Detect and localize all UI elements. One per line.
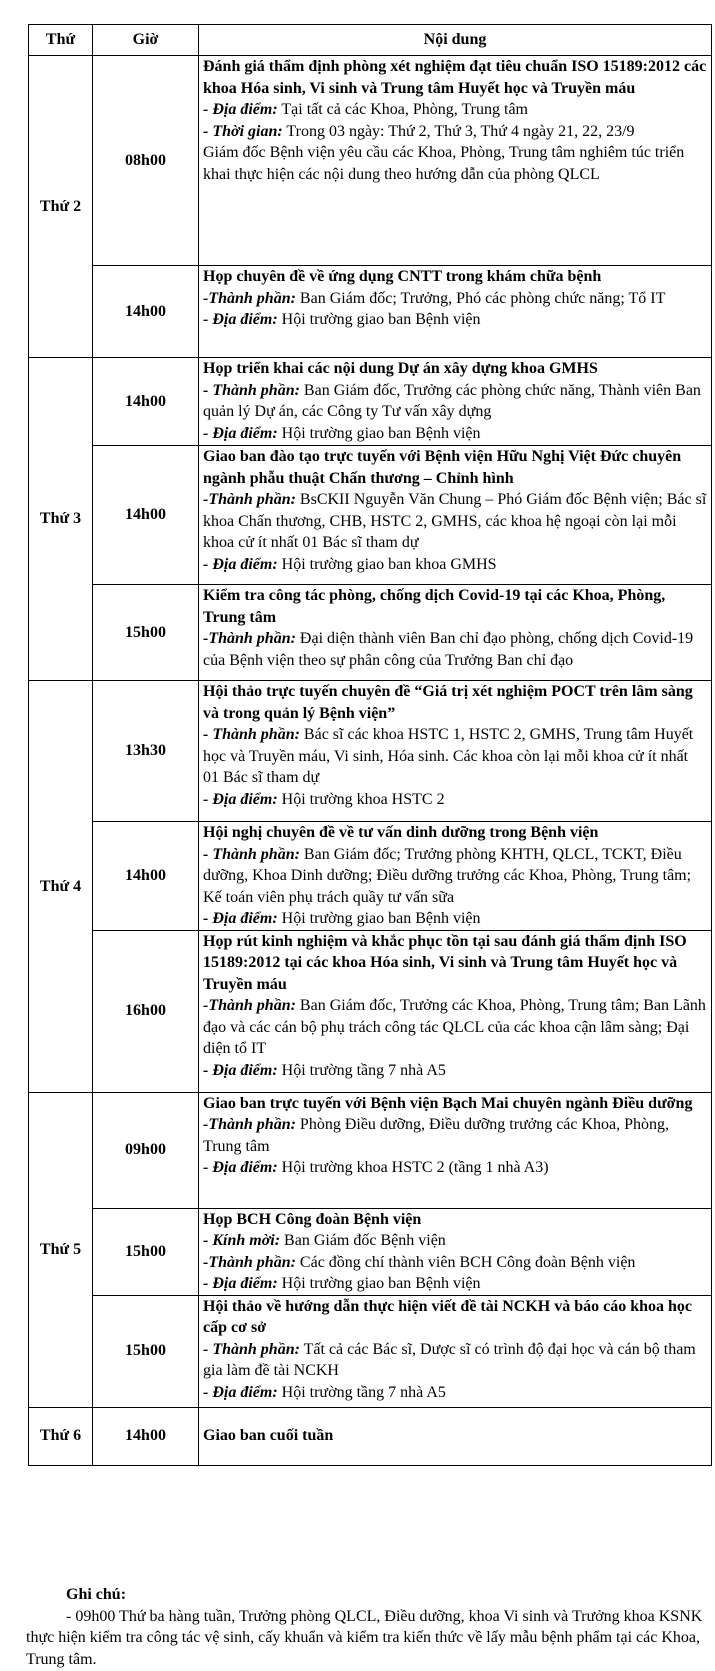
detail-label: - Địa điểm:: [203, 101, 278, 118]
event-detail-line: [203, 142, 707, 185]
event-detail-line: [203, 1382, 707, 1404]
event-title: Hội thảo về hướng dẫn thực hiện viết đề tài NCKH và báo cáo khoa học cấp cơ sở: [203, 1297, 692, 1336]
detail-text: Tại tất cả các Khoa, Phòng, Trung tâm: [277, 101, 528, 118]
event-content: [199, 681, 712, 822]
event-content: [199, 266, 712, 358]
detail-label: - Địa điểm:: [203, 424, 278, 442]
detail-text: Hội trường tầng 7 nhà A5: [277, 1383, 446, 1401]
detail-text: Ban Giám đốc Bệnh viện: [280, 1232, 446, 1249]
detail-label: -Thành phần:: [203, 1253, 296, 1271]
detail-label: - Thành phần:: [203, 1340, 300, 1358]
event-title: Đánh giá thẩm định phòng xét nghiệm đạt tiêu chuẩn ISO 15189:2012 các khoa Hóa sinh, Vi sinh và Trung tâm Huyết học và Truyền máu: [203, 58, 707, 97]
detail-text: Trong 03 ngày: Thứ 2, Thứ 3, Thứ 4 ngày 21, 22, 23/9: [282, 122, 635, 140]
detail-label: - Địa điểm:: [203, 311, 278, 328]
detail-label: - Địa điểm:: [203, 1383, 278, 1401]
event-time: 14h00: [93, 446, 199, 585]
schedule-row: [29, 1208, 712, 1295]
schedule-body: [29, 56, 712, 1466]
schedule-row: [29, 446, 712, 585]
event-content: [199, 1407, 712, 1465]
detail-text: Ban Giám đốc; Trưởng phòng KHTH, QLCL, TCKT, Điều dưỡng, Khoa Dinh dưỡng; Điều dưỡng trưởng các Khoa, Phòng, Trung tâm; Kế toán viên phụ trách quầy tư vấn sữa: [203, 845, 692, 906]
event-detail-line: [203, 380, 707, 423]
detail-label: - Thành phần:: [203, 845, 300, 863]
event-title: Họp triển khai các nội dung Dự án xây dựng khoa GMHS: [203, 360, 598, 377]
header-time: Giờ: [93, 25, 199, 56]
detail-label: - Địa điểm:: [203, 1275, 278, 1292]
event-content: [199, 1208, 712, 1295]
notes-section: [26, 1584, 706, 1670]
detail-label: -Thành phần:: [203, 289, 296, 307]
schedule-row: [29, 358, 712, 446]
event-detail-line: [203, 1252, 707, 1274]
event-content: [199, 1092, 712, 1208]
event-title: Hội thảo trực tuyến chuyên đề “Giá trị xét nghiệm POCT trên lâm sàng và trong quản lý Bệnh viện”: [203, 683, 693, 722]
detail-label: - Thành phần:: [203, 381, 300, 399]
detail-text: Hội trường giao ban Bệnh viện: [277, 424, 481, 442]
event-detail-line: [203, 628, 707, 671]
event-detail-line: [203, 288, 707, 310]
event-detail-line: [203, 309, 707, 331]
detail-text: Hội trường tầng 7 nhà A5: [277, 1061, 446, 1079]
event-time: 13h30: [93, 681, 199, 822]
event-content: [199, 930, 712, 1092]
detail-text: Ban Giám đốc; Trưởng, Phó các phòng chức năng; Tổ IT: [295, 289, 666, 307]
detail-text: Tất cả các Bác sĩ, Dược sĩ có trình độ đại học và cán bộ tham gia làm đề tài NCKH: [203, 1340, 696, 1379]
event-title: Giao ban cuối tuần: [203, 1427, 334, 1445]
detail-label: - Thời gian:: [203, 122, 283, 140]
detail-text: Hội trường giao ban khoa GMHS: [277, 555, 497, 573]
event-content: [199, 358, 712, 446]
detail-text: Hội trường giao ban Bệnh viện: [277, 910, 481, 927]
header-day: Thứ: [29, 25, 93, 56]
event-detail-line: [203, 423, 707, 445]
event-time: 14h00: [93, 822, 199, 931]
detail-label: - Địa điểm:: [203, 555, 278, 573]
detail-label: - Địa điểm:: [203, 1159, 278, 1176]
detail-label: - Kính mời:: [203, 1232, 281, 1249]
event-detail-line: [203, 489, 707, 554]
schedule-row: [29, 585, 712, 681]
event-title: Giao ban đào tạo trực tuyến với Bệnh viện Hữu Nghị Việt Đức chuyên ngành phẫu thuật Chấn thương – Chỉnh hình: [203, 448, 682, 487]
event-content: [199, 1295, 712, 1407]
header-content: Nội dung: [199, 25, 712, 56]
schedule-row: [29, 681, 712, 822]
detail-label: - Địa điểm:: [203, 1061, 278, 1079]
event-time: 14h00: [93, 358, 199, 446]
event-content: [199, 446, 712, 585]
event-detail-line: [203, 1157, 707, 1179]
schedule-row: [29, 1092, 712, 1208]
event-content: [199, 822, 712, 931]
event-detail-line: [203, 121, 707, 143]
event-content: [199, 56, 712, 266]
schedule-row: [29, 56, 712, 266]
event-detail-line: [203, 1114, 707, 1157]
event-title: Họp BCH Công đoàn Bệnh viện: [203, 1210, 422, 1228]
event-time: 14h00: [93, 1407, 199, 1465]
event-title: Họp rút kinh nghiệm và khắc phục tồn tại sau đánh giá thẩm định ISO 15189:2012 tại các khoa Hóa sinh, Vi sinh và Trung tâm Huyết học và Truyền máu: [203, 932, 687, 993]
event-title: Họp chuyên đề về ứng dụng CNTT trong khám chữa bệnh: [203, 268, 602, 285]
day-label: Thứ 2: [29, 56, 93, 358]
event-detail-line: [203, 724, 707, 789]
detail-label: - Địa điểm:: [203, 910, 278, 927]
detail-label: -Thành phần:: [203, 1116, 296, 1133]
detail-text: Đại diện thành viên Ban chỉ đạo phòng, chống dịch Covid-19 của Bệnh viện theo sự phân công của Trưởng Ban chỉ đạo: [203, 630, 694, 669]
detail-text: Hội trường khoa HSTC 2: [277, 790, 445, 808]
detail-label: -Thành phần:: [203, 491, 296, 508]
event-time: 16h00: [93, 930, 199, 1092]
event-detail-line: [203, 99, 707, 121]
detail-text: Hội trường khoa HSTC 2 (tầng 1 nhà A3): [277, 1159, 549, 1176]
event-detail-line: [203, 554, 707, 576]
detail-label: - Địa điểm:: [203, 790, 278, 808]
event-time: 15h00: [93, 1208, 199, 1295]
detail-text: BsCKII Nguyễn Văn Chung – Phó Giám đốc Bệnh viện; Bác sĩ khoa Chấn thương, CHB, HSTC 2, GMHS, các khoa hệ ngoại còn lại mỗi khoa cử ít nhất 01 Bác sĩ tham dự: [203, 491, 707, 551]
event-time: 09h00: [93, 1092, 199, 1208]
detail-text: Hội trường giao ban Bệnh viện: [277, 311, 481, 328]
detail-text: Các đồng chí thành viên BCH Công đoàn Bệnh viện: [295, 1253, 636, 1271]
schedule-row: [29, 1295, 712, 1407]
notes-title: Ghi chú:: [66, 1586, 127, 1603]
event-detail-line: [203, 789, 707, 811]
detail-text: Giám đốc Bệnh viện yêu cầu các Khoa, Phòng, Trung tâm nghiêm túc triển khai thực hiện các nội dung theo hướng dẫn của phòng QLCL: [203, 144, 685, 183]
schedule-row: [29, 1407, 712, 1465]
event-detail-line: [203, 995, 707, 1060]
detail-text: Ban Giám đốc, Trưởng các Khoa, Phòng, Trung tâm; Ban Lãnh đạo và các cán bộ phụ trách công tác QLCL của các khoa cận lâm sàng; Đại diện tổ IT: [203, 997, 706, 1057]
event-time: 08h00: [93, 56, 199, 266]
notes-text: - 09h00 Thứ ba hàng tuần, Trưởng phòng QLCL, Điều dưỡng, khoa Vi sinh và Trưởng khoa KSNK thực hiện kiểm tra công tác vệ sinh, cấy khuẩn và kiểm tra kiến thức về lấy mẫu bệnh phẩm tại các Khoa, Trung tâm.: [26, 1607, 703, 1668]
detail-text: Bác sĩ các khoa HSTC 1, HSTC 2, GMHS, Trung tâm Huyết học và Truyền máu, Vi sinh, Hóa sinh. Các khoa còn lại mỗi khoa cử ít nhất 01 Bác sĩ tham dự: [203, 726, 694, 786]
detail-text: Phòng Điều dưỡng, Điều dưỡng trưởng các Khoa, Phòng, Trung tâm: [203, 1116, 670, 1155]
event-content: [199, 585, 712, 681]
detail-label: -Thành phần:: [203, 630, 296, 647]
event-time: 15h00: [93, 1295, 199, 1407]
day-label: Thứ 6: [29, 1407, 93, 1465]
event-time: 14h00: [93, 266, 199, 358]
event-title: Giao ban trực tuyến với Bệnh viện Bạch Mai chuyên ngành Điều dưỡng: [203, 1094, 693, 1112]
schedule-row: [29, 266, 712, 358]
day-label: Thứ 4: [29, 681, 93, 1093]
event-detail-line: [203, 844, 707, 909]
schedule-row: [29, 822, 712, 931]
event-title: Hội nghị chuyên đề về tư vấn dinh dưỡng trong Bệnh viện: [203, 824, 599, 841]
event-detail-line: [203, 1060, 707, 1082]
header-row: [29, 25, 712, 56]
detail-text: Hội trường giao ban Bệnh viện: [277, 1275, 481, 1292]
detail-label: - Thành phần:: [203, 726, 300, 743]
event-time: 15h00: [93, 585, 199, 681]
detail-label: -Thành phần:: [203, 997, 296, 1014]
detail-text: Ban Giám đốc, Trưởng các phòng chức năng, Thành viên Ban quản lý Dự án, các Công ty Tư vấn xây dựng: [203, 381, 701, 420]
event-title: Kiểm tra công tác phòng, chống dịch Covid-19 tại các Khoa, Phòng, Trung tâm: [203, 587, 666, 626]
event-detail-line: [203, 1273, 707, 1295]
day-label: Thứ 3: [29, 358, 93, 681]
event-detail-line: [203, 1230, 707, 1252]
event-detail-line: [203, 1339, 707, 1382]
schedule-row: [29, 930, 712, 1092]
event-detail-line: [203, 908, 707, 930]
schedule-table: [28, 24, 712, 1466]
day-label: Thứ 5: [29, 1092, 93, 1407]
